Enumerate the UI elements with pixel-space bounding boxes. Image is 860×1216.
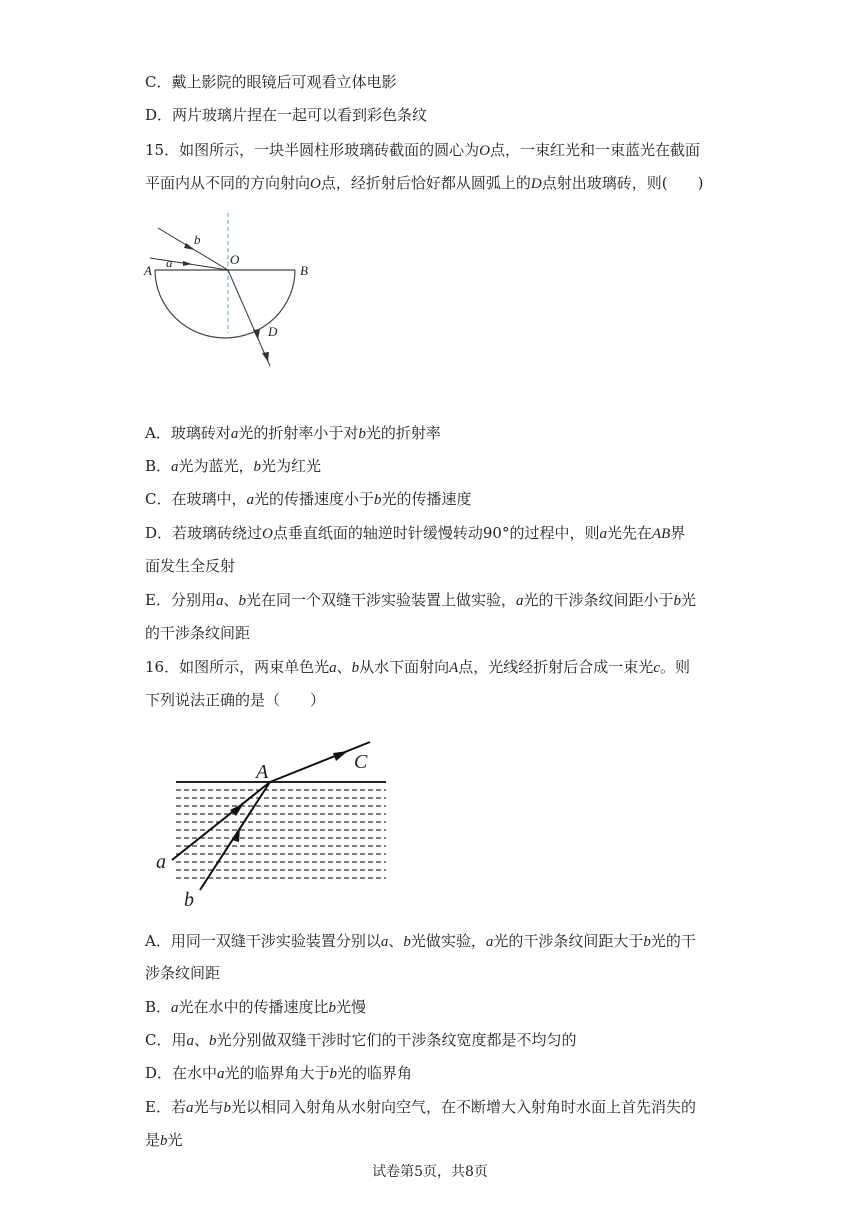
q15-option-e-line2: 的干涉条纹间距 bbox=[145, 624, 251, 642]
q15-option-d-line1: D．若玻璃砖绕过O点垂直纸面的轴逆时针缓慢转动90°的过程中，则a光先在AB界 bbox=[145, 524, 686, 542]
q16-option-b: B．a光在水中的传播速度比b光慢 bbox=[145, 998, 367, 1016]
q15-stem-line2: 平面内从不同的方向射向O点，经折射后恰好都从圆弧上的D点射出玻璃砖，则( ) bbox=[145, 174, 704, 192]
label-d: D bbox=[268, 324, 278, 339]
q16-option-e-line2: 是b光 bbox=[145, 1131, 183, 1149]
water-hatching bbox=[176, 790, 386, 878]
q16-stem-line1: 16．如图所示，两束单色光a、b从水下面射向A点，光线经折射后合成一束光c。则 bbox=[145, 658, 690, 676]
label-b: b bbox=[194, 232, 201, 247]
q15-stem-line1: 15．如图所示，一块半圆柱形玻璃砖截面的圆心为O点，一束红光和一束蓝光在截面 bbox=[145, 141, 700, 159]
q16-option-a-line2: 涉条纹间距 bbox=[145, 964, 221, 982]
q14-option-c: C．戴上影院的眼镜后可观看立体电影 bbox=[145, 73, 397, 91]
q15-option-d-line2: 面发生全反射 bbox=[145, 557, 236, 575]
q15-option-b: B．a光为蓝光，b光为红光 bbox=[145, 457, 322, 475]
label-a: a bbox=[166, 255, 173, 270]
q15-option-a: A．玻璃砖对a光的折射率小于对b光的折射率 bbox=[145, 424, 441, 442]
q16-option-a-line1: A．用同一双缝干涉实验装置分别以a、b光做实验，a光的干涉条纹间距大于b光的干 bbox=[145, 932, 696, 950]
refracted-ray bbox=[228, 270, 270, 366]
q16-stem-line2: 下列说法正确的是（ ） bbox=[145, 691, 326, 709]
label-a-point: A bbox=[144, 263, 152, 278]
ray-a bbox=[172, 782, 270, 860]
q16-option-c: C．用a、b光分别做双缝干涉时它们的干涉条纹宽度都是不均匀的 bbox=[145, 1031, 577, 1049]
q15-option-e-line1: E．分别用a、b光在同一个双缝干涉实验装置上做实验，a光的干涉条纹间距小于b光 bbox=[145, 591, 697, 609]
page-footer: 试卷第5页，共8页 bbox=[372, 1164, 488, 1180]
label-b-point: B bbox=[300, 263, 308, 278]
q16-figure bbox=[148, 732, 398, 912]
q14-option-d: D．两片玻璃片捏在一起可以看到彩色条纹 bbox=[145, 106, 428, 124]
label-a-point: A bbox=[256, 761, 269, 783]
label-b: b bbox=[184, 889, 194, 911]
ray-c-arrow bbox=[333, 751, 348, 761]
label-c: C bbox=[354, 751, 368, 773]
label-a: a bbox=[156, 851, 166, 873]
q15-option-c: C．在玻璃中，a光的传播速度小于b光的传播速度 bbox=[145, 490, 472, 508]
q16-option-e-line1: E．若a光与b光以相同入射角从水射向空气，在不断增大入射角时水面上首先消失的 bbox=[145, 1098, 696, 1116]
q15-figure bbox=[140, 208, 320, 373]
q16-option-d: D．在水中a光的临界角大于b光的临界角 bbox=[145, 1064, 413, 1082]
label-o: O bbox=[230, 252, 240, 267]
